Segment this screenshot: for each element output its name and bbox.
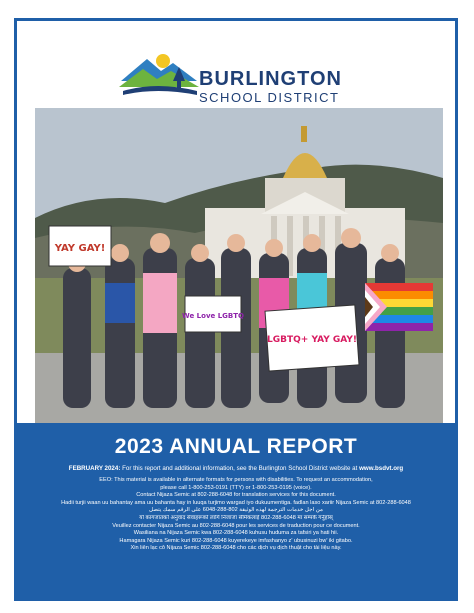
sign-right-text: LGBTQ+ YAY GAY! [267,335,357,345]
eeo-line: EEO: This material is available in alternate formats for persons with disabilities. To request an accommodation, [99,477,373,483]
february-label: FEBRUARY 2024: [68,465,121,472]
eeo-line: Veuillez contacter Nijaza Semic au 802-288-6048 pour les services de traduction pour ce document. [112,522,360,529]
february-notice [29,465,443,473]
cover-frame [14,18,458,601]
eeo-line: Wasiliana na Nijaza Semic kwa 802-288-6048 kuhusu huduma za tafsiri ya hati hii. [133,530,339,537]
cover-photo [35,108,443,423]
pride-flag [365,283,433,331]
february-text: For this report and additional information, see the Burlington School District website at [120,465,360,472]
eeo-translation-notice [29,477,443,553]
statehouse-rally-photo [35,108,443,423]
sign-left [49,226,111,266]
logo-name: BURLINGTON [199,68,342,90]
report-title: 2023 ANNUAL REPORT [114,435,358,458]
district-logo [117,47,367,107]
eeo-line: यो कागजातको अनुवाद सेवाहरूको लागि निजाजा सेमिकलाई 802-288-6048 मा सम्पर्क गर्नुहोस् [139,514,333,521]
sign-left-text: YAY GAY! [54,243,106,254]
eeo-line: من اجل خدمات الترجمة لهذه الوثيقة 802-288-6048 على الرقم سمك يتصل [149,507,323,514]
logo-subtitle: SCHOOL DISTRICT [199,90,340,105]
report-info-panel [17,423,455,601]
mountain-sun-logo-icon [117,47,201,107]
eeo-line: Hamagara Nijaza Semic kuri 802-288-6048 kuyerekeye imfashanyo z' ubusinuzi bw' iki gitabo. [119,537,353,544]
sign-center [182,296,244,332]
sign-center-text: We Love LGBTQ [182,312,244,320]
eeo-line: please call 1-800-253-0191 (TTY) or 1-800-253-0195 (voice). [160,484,312,491]
eeo-line: Hadii turjii waan uu bahantay ama uu bahanta hay in luuqa turjimo wargad iyo dukuumentiga. fadlan laso xariir Nijaza Semic at 802-288-6048 [61,499,411,506]
sign-right [265,305,359,371]
website-link[interactable]: www.bsdvt.org [359,465,404,472]
eeo-line: Contact Nijaza Semic at 802-288-6048 for translation services for this document. [136,492,336,499]
eeo-line: Xin liên lạc cô Nijaza Semic 802-288-6048 cho các dịch vụ dịch thuật cho tài liệu này. [130,545,342,552]
